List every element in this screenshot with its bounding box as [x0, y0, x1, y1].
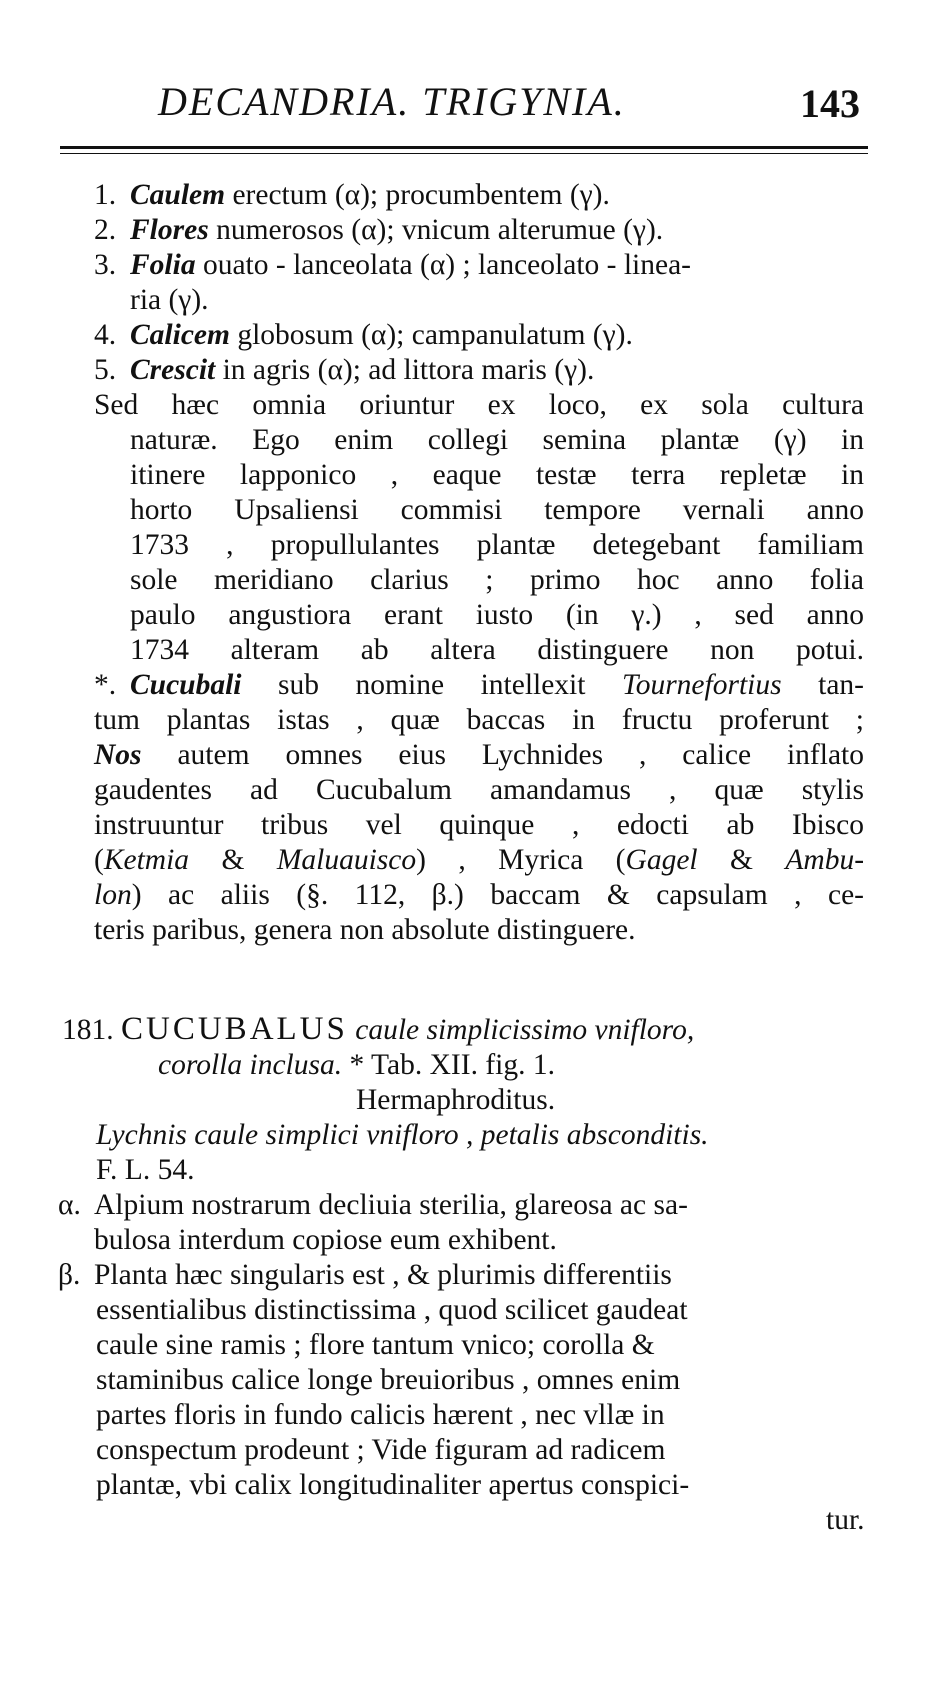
entry-number: 181.	[62, 1014, 114, 1046]
paragraph-line: Sed hæc omnia oriuntur ex loco, ex sola cultura	[94, 389, 864, 421]
list-item: 5. Crescit in agris (α); ad littora maris (γ).	[94, 354, 595, 386]
paragraph-line: 1733 , propullulantes plantæ detegebant familiam	[130, 529, 864, 561]
variety-beta-line: caule sine ramis ; flore tantum vnico; corolla &	[96, 1329, 655, 1361]
page-number: 143	[800, 81, 860, 126]
paragraph-line: horto Upsaliensi commisi tempore vernali anno	[130, 494, 864, 526]
header-rule-thin	[60, 153, 868, 154]
list-item: 1. Caulem erectum (α); procumbentem (γ).	[94, 179, 610, 211]
list-item-continuation: ria (γ).	[130, 284, 209, 316]
entry-heading	[62, 1012, 694, 1047]
variety-beta-line: partes floris in fundo calicis hærent , nec vllæ in	[96, 1399, 665, 1431]
header-rule	[60, 146, 868, 149]
running-header	[0, 78, 933, 128]
note-line: *. Cucubali sub nomine intellexit Tournefortius tan-	[94, 669, 864, 701]
list-item: 4. Calicem globosum (α); campanulatum (γ).	[94, 319, 633, 351]
variety-alpha-line: bulosa interdum copiose eum exhibent.	[94, 1224, 557, 1256]
paragraph-line: naturæ. Ego enim collegi semina plantæ (γ) in	[130, 424, 864, 456]
variety-beta-line: β. Planta hæc singularis est , & plurimis differentiis	[58, 1259, 672, 1291]
paragraph-line: 1734 alteram ab altera distinguere non potui.	[130, 634, 864, 666]
note-line: Nos autem omnes eius Lychnides , calice inflato	[94, 739, 864, 771]
note-line: gaudentes ad Cucubalum amandamus , quæ stylis	[94, 774, 864, 806]
variety-beta-line: conspectum prodeunt ; Vide figuram ad radicem	[96, 1434, 666, 1466]
note-line: (Ketmia & Maluauisco) , Myrica (Gagel & Ambu-	[94, 844, 865, 876]
note-line: instruuntur tribus vel quinque , edocti ab Ibisco	[94, 809, 864, 841]
diagnosis: caule simplicissimo vnifloro,	[355, 1014, 695, 1046]
variety-beta-line: staminibus calice longe breuioribus , omnes enim	[96, 1364, 681, 1396]
paragraph-line: itinere lapponico , eaque testæ terra repletæ in	[130, 459, 864, 491]
entry-heading-continuation: corolla inclusa. * Tab. XII. fig. 1.	[158, 1049, 555, 1081]
paragraph-line: paulo angustiora erant iusto (in γ.) , sed anno	[130, 599, 864, 631]
paragraph-line: sole meridiano clarius ; primo hoc anno folia	[130, 564, 864, 596]
variety-beta-line: essentialibus distinctissima , quod scilicet gaudeat	[96, 1294, 688, 1326]
variety-beta-line: tur.	[826, 1504, 865, 1536]
note-line: teris paribus, genera non absolute distinguere.	[94, 914, 636, 946]
genus-name: CUCUBALUS	[121, 1011, 348, 1047]
variety-alpha-line: α. Alpium nostrarum decliuia sterilia, glareosa ac sa-	[58, 1189, 688, 1221]
synonym: Lychnis caule simplici vnifloro , petalis absconditis.	[96, 1119, 709, 1151]
sex-label: Hermaphroditus.	[356, 1084, 556, 1116]
list-item: 2. Flores numerosos (α); vnicum alterumue (γ).	[94, 214, 664, 246]
variety-beta-line: plantæ, vbi calix longitudinaliter apertus conspici-	[96, 1469, 690, 1501]
tab-reference: * Tab. XII. fig. 1.	[349, 1049, 555, 1081]
running-title: DECANDRIA. TRIGYNIA.	[158, 79, 626, 124]
list-item: 3. Folia ouato - lanceolata (α) ; lanceolato - linea-	[94, 249, 691, 281]
note-line: lon) ac aliis (§. 112, β.) baccam & capsulam , ce-	[94, 879, 864, 911]
flora-reference: F. L. 54.	[96, 1154, 195, 1186]
note-line: tum plantas istas , quæ baccas in fructu proferunt ;	[94, 704, 864, 736]
